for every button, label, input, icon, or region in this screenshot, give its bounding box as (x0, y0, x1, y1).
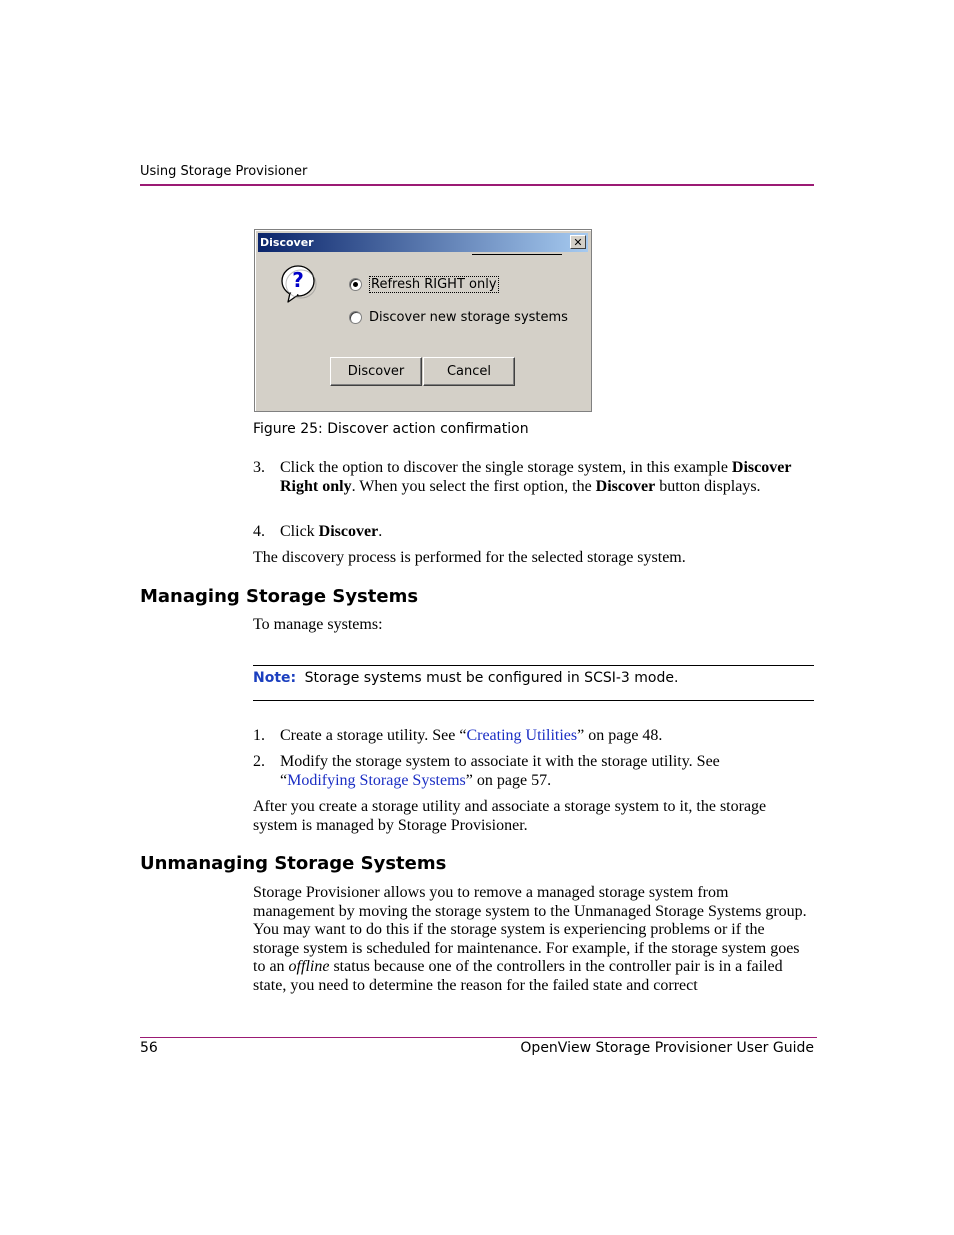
text-run: Create a storage utility. See “ (280, 727, 467, 744)
text-run: Modify the storage system to associate it with the storage utility. See “ (280, 753, 720, 789)
text-run: ” on page 57. (465, 771, 552, 789)
footer-rule (140, 1037, 817, 1038)
close-icon[interactable]: ✕ (570, 235, 586, 249)
discover-dialog (254, 229, 592, 412)
link-modifying-storage-systems[interactable]: Modifying Storage Systems (287, 771, 466, 789)
step-text (280, 523, 814, 542)
note-bottom-rule (253, 700, 814, 701)
section-heading-managing: Managing Storage Systems (140, 586, 419, 607)
paragraph: After you create a storage utility and associate a storage system to it, the storage system is managed by Storage Provisioner. (253, 798, 767, 834)
title-underline (472, 254, 562, 255)
page-number: 56 (140, 1040, 158, 1056)
text-run: button displays. (655, 477, 761, 495)
text-run: Storage Provisioner allows you to remove a managed storage system from management by moving the storage system to the Unmanaged Storage Systems group. You may want to do this if the storage system is experiencing problems or if the storage system is scheduled for maintenance. For example, if the storage system goes to an (253, 884, 807, 975)
step-text (280, 459, 814, 496)
step-number: 3. (253, 459, 265, 476)
italic-term: offline (288, 958, 330, 975)
dialog-titlebar (258, 233, 588, 252)
note-top-rule (253, 665, 814, 666)
section-heading-unmanaging: Unmanaging Storage Systems (140, 853, 447, 874)
radio-label-refresh: Refresh RIGHT only (371, 277, 497, 292)
cancel-button[interactable]: Cancel (423, 357, 515, 386)
discover-button[interactable]: Discover (330, 357, 422, 386)
footer-guide-title: OpenView Storage Provisioner User Guide (520, 1040, 814, 1056)
radio-button[interactable] (349, 311, 362, 324)
paragraph: To manage systems: (253, 616, 383, 633)
step-text (280, 727, 814, 746)
paragraph (253, 884, 814, 995)
figure-label: Figure 25: (253, 421, 323, 437)
radio-label-discover-new: Discover new storage systems (369, 310, 568, 325)
figure-caption (253, 421, 529, 437)
note-box (253, 670, 678, 686)
text-run: Click the option to discover the single storage system, in this example (280, 459, 732, 476)
text-run: . (378, 523, 383, 540)
note-label: Note: (253, 670, 297, 686)
svg-text:?: ? (292, 268, 304, 292)
step-number: 1. (253, 727, 265, 744)
text-run: status because one of the controllers in the controller pair is in a failed state, you need to determine the reason for the failed state and correct (253, 958, 783, 994)
running-header: Using Storage Provisioner (140, 164, 308, 179)
radio-button-selected[interactable] (349, 278, 362, 291)
figure-caption-text: Discover action confirmation (327, 421, 529, 437)
link-creating-utilities[interactable]: Creating Utilities (466, 727, 578, 744)
text-run: Click (280, 523, 319, 540)
bold-term: Discover (595, 477, 656, 495)
question-icon (280, 264, 318, 304)
header-rule (140, 184, 814, 186)
text-run: ” on page 48. (577, 727, 663, 744)
dialog-title: Discover (260, 236, 314, 249)
text-run: . When you select the first option, the (351, 477, 596, 495)
radio-discover-new[interactable] (349, 310, 568, 325)
step-number: 4. (253, 523, 265, 540)
radio-refresh-right[interactable] (349, 276, 499, 293)
paragraph: The discovery process is performed for the selected storage system. (253, 549, 686, 566)
step-number: 2. (253, 753, 265, 770)
bold-term: Discover Right only (280, 459, 792, 495)
bold-term: Discover (318, 523, 379, 540)
note-text: Storage systems must be configured in SCSI-3 mode. (304, 670, 679, 686)
step-text (280, 753, 780, 790)
